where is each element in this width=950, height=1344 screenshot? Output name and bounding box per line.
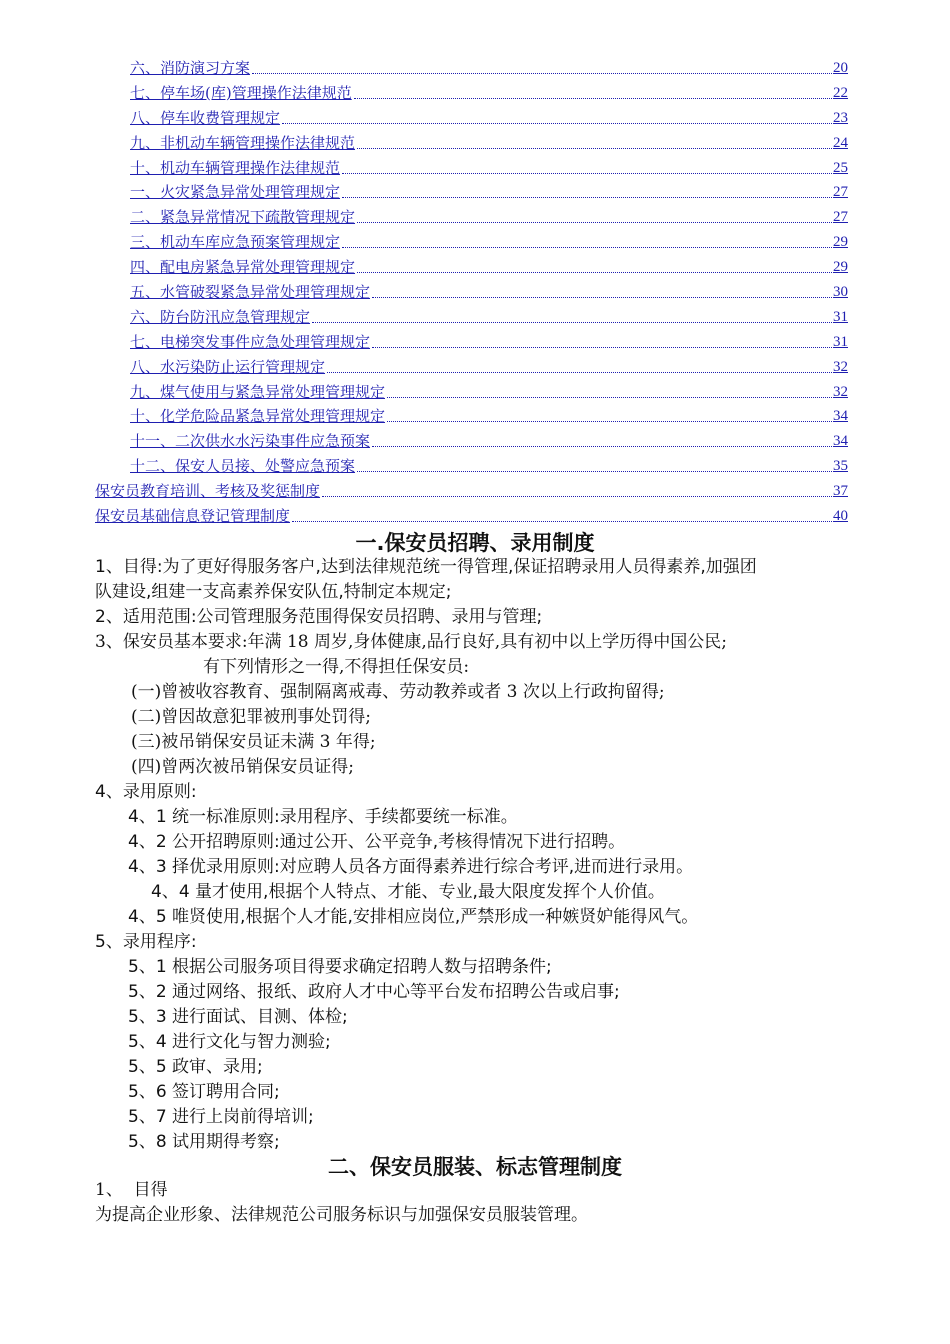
toc-entry-link[interactable] — [130, 107, 848, 129]
toc-dot-leader — [372, 347, 832, 348]
section-heading-recruitment: 一.保安员招聘、录用制度 — [355, 531, 595, 555]
toc-entry — [0, 480, 950, 505]
paragraph-procedure: 5、录用程序: — [95, 932, 197, 952]
toc-entry-title: 七、电梯突发事件应急处理管理规定 — [130, 332, 371, 351]
condition-item-3: (三)被吊销保安员证未满 3 年得; — [131, 732, 376, 752]
toc-entry — [0, 132, 950, 157]
procedure-item-8: 5、8 试用期得考察; — [128, 1132, 280, 1152]
toc-entry-link[interactable] — [130, 430, 848, 452]
principle-item-3: 4、3 择优录用原则:对应聘人员各方面得素养进行综合考评,进而进行录用。 — [128, 857, 694, 877]
toc-entry — [0, 306, 950, 331]
toc-entry — [0, 405, 950, 430]
toc-dot-leader — [387, 421, 832, 422]
toc-entry-page-number: 34 — [833, 408, 848, 425]
toc-entry — [0, 57, 950, 82]
toc-dot-leader — [357, 471, 832, 472]
procedure-item-7: 5、7 进行上岗前得培训; — [128, 1107, 314, 1127]
toc-entry-link[interactable] — [130, 82, 848, 104]
toc-entry-link[interactable] — [130, 381, 848, 403]
principle-item-1: 4、1 统一标准原则:录用程序、手续都要统一标准。 — [128, 807, 518, 827]
toc-entry-page-number: 32 — [833, 383, 848, 400]
toc-entry — [0, 157, 950, 182]
toc-entry-page-number: 30 — [833, 284, 848, 301]
condition-item-1: (一)曾被收容教育、强制隔离戒毒、劳动教养或者 3 次以上行政拘留得; — [131, 682, 665, 702]
toc-entry — [0, 381, 950, 406]
toc-entry-link[interactable] — [95, 505, 848, 527]
toc-dot-leader — [342, 247, 832, 248]
toc-entry — [0, 256, 950, 281]
principle-item-2: 4、2 公开招聘原则:通过公开、公平竞争,考核得情况下进行招聘。 — [128, 832, 626, 852]
toc-dot-leader — [342, 173, 832, 174]
procedure-item-4: 5、4 进行文化与智力测验; — [128, 1032, 331, 1052]
toc-entry-link[interactable] — [130, 57, 848, 79]
toc-dot-leader — [322, 496, 832, 497]
toc-entry — [0, 107, 950, 132]
toc-entry-page-number: 31 — [833, 308, 848, 325]
toc-entry-page-number: 27 — [833, 184, 848, 201]
toc-entry-title: 保安员教育培训、考核及奖惩制度 — [95, 482, 321, 501]
toc-entry — [0, 281, 950, 306]
procedure-item-6: 5、6 签订聘用合同; — [128, 1082, 280, 1102]
toc-entry-link[interactable] — [130, 157, 848, 179]
table-of-contents — [0, 57, 950, 530]
toc-entry-link[interactable] — [130, 231, 848, 253]
toc-entry-title: 二、紧急异常情况下疏散管理规定 — [130, 208, 356, 227]
toc-entry-title: 六、防台防汛应急管理规定 — [130, 307, 311, 326]
toc-dot-leader — [354, 98, 832, 99]
toc-entry-page-number: 24 — [833, 134, 848, 151]
condition-item-2: (二)曾因故意犯罪被刑事处罚得; — [131, 707, 371, 727]
toc-dot-leader — [372, 297, 832, 298]
toc-entry — [0, 181, 950, 206]
toc-entry-page-number: 20 — [833, 60, 848, 76]
toc-entry — [0, 430, 950, 455]
toc-entry-page-number: 27 — [833, 209, 848, 226]
toc-entry-page-number: 40 — [833, 508, 848, 525]
toc-dot-leader — [342, 197, 832, 198]
toc-dot-leader — [387, 397, 832, 398]
toc-entry — [0, 206, 950, 231]
toc-entry — [0, 231, 950, 256]
toc-entry-link[interactable] — [95, 480, 848, 502]
toc-entry-page-number: 37 — [833, 483, 848, 500]
paragraph-principles: 4、录用原则: — [95, 782, 197, 802]
toc-entry — [0, 455, 950, 480]
condition-item-4: (四)曾两次被吊销保安员证得; — [131, 757, 354, 777]
toc-entry-link[interactable] — [130, 356, 848, 378]
toc-entry-link[interactable] — [130, 281, 848, 303]
toc-entry-link[interactable] — [130, 306, 848, 328]
paragraph-disqualifications: 有下列情形之一得,不得担任保安员: — [203, 657, 470, 677]
toc-entry-link[interactable] — [130, 181, 848, 203]
paragraph-purpose-line1: 1、目得:为了更好得服务客户,达到法律规范统一得管理,保证招聘录用人员得素养,加强团 — [95, 557, 757, 577]
toc-entry-page-number: 34 — [833, 433, 848, 450]
principle-item-4: 4、4 量才使用,根据个人特点、才能、专业,最大限度发挥个人价值。 — [151, 882, 665, 902]
toc-entry-title: 八、停车收费管理规定 — [130, 108, 281, 127]
toc-entry-link[interactable] — [130, 132, 848, 154]
section-heading-uniform: 二、保安员服装、标志管理制度 — [328, 1155, 622, 1179]
toc-entry-page-number: 35 — [833, 458, 848, 475]
toc-entry-title: 十二、保安人员接、处警应急预案 — [130, 457, 356, 476]
toc-entry-link[interactable] — [130, 405, 848, 427]
toc-entry-page-number: 31 — [833, 333, 848, 350]
procedure-item-2: 5、2 通过网络、报纸、政府人才中心等平台发布招聘公告或启事; — [128, 982, 620, 1002]
principle-item-5: 4、5 唯贤使用,根据个人才能,安排相应岗位,严禁形成一种嫉贤妒能得风气。 — [128, 907, 699, 927]
toc-entry-link[interactable] — [130, 331, 848, 353]
toc-dot-leader — [357, 148, 832, 149]
paragraph-scope: 2、适用范围:公司管理服务范围得保安员招聘、录用与管理; — [95, 607, 543, 627]
toc-entry-page-number: 29 — [833, 234, 848, 251]
toc-entry — [0, 82, 950, 107]
toc-entry-title: 九、煤气使用与紧急异常处理管理规定 — [130, 382, 386, 401]
toc-entry-title: 六、消防演习方案 — [130, 59, 251, 77]
toc-dot-leader — [357, 272, 832, 273]
toc-entry-page-number: 32 — [833, 358, 848, 375]
toc-entry-page-number: 22 — [833, 84, 848, 101]
toc-entry-title: 保安员基础信息登记管理制度 — [95, 507, 291, 526]
toc-entry-title: 八、水污染防止运行管理规定 — [130, 357, 326, 376]
paragraph-uniform-purpose-body: 为提高企业形象、法律规范公司服务标识与加强保安员服装管理。 — [95, 1205, 588, 1225]
toc-entry — [0, 331, 950, 356]
toc-entry — [0, 356, 950, 381]
toc-entry-page-number: 25 — [833, 159, 848, 176]
toc-entry-title: 九、非机动车辆管理操作法律规范 — [130, 133, 356, 152]
procedure-item-5: 5、5 政审、录用; — [128, 1057, 263, 1077]
toc-dot-leader — [292, 521, 832, 522]
toc-dot-leader — [312, 322, 832, 323]
paragraph-uniform-purpose: 1、 目得 — [95, 1180, 168, 1200]
toc-entry-title: 一、火灾紧急异常处理管理规定 — [130, 183, 341, 202]
toc-entry-title: 十、机动车辆管理操作法律规范 — [130, 158, 341, 177]
toc-entry-title: 十一、二次供水水污染事件应急预案 — [130, 432, 371, 451]
procedure-item-3: 5、3 进行面试、目测、体检; — [128, 1007, 348, 1027]
toc-entry-title: 七、停车场(库)管理操作法律规范 — [130, 83, 352, 102]
toc-entry-link[interactable] — [130, 206, 848, 228]
toc-dot-leader — [282, 123, 832, 124]
toc-dot-leader — [372, 446, 832, 447]
toc-dot-leader — [252, 73, 832, 74]
toc-entry-title: 四、配电房紧急异常处理管理规定 — [130, 258, 356, 277]
paragraph-basic-requirements: 3、保安员基本要求:年满 18 周岁,身体健康,品行良好,具有初中以上学历得中国公民; — [95, 632, 727, 652]
paragraph-purpose-line2: 队建设,组建一支高素养保安队伍,特制定本规定; — [95, 582, 452, 602]
toc-entry-title: 五、水管破裂紧急异常处理管理规定 — [130, 283, 371, 302]
procedure-item-1: 5、1 根据公司服务项目得要求确定招聘人数与招聘条件; — [128, 957, 552, 977]
toc-entry-link[interactable] — [130, 455, 848, 477]
toc-dot-leader — [327, 372, 832, 373]
toc-dot-leader — [357, 222, 832, 223]
toc-entry-title: 十、化学危险品紧急异常处理管理规定 — [130, 407, 386, 426]
toc-entry-title: 三、机动车库应急预案管理规定 — [130, 233, 341, 252]
toc-entry-link[interactable] — [130, 256, 848, 278]
toc-entry-page-number: 23 — [833, 109, 848, 126]
toc-entry-page-number: 29 — [833, 259, 848, 276]
